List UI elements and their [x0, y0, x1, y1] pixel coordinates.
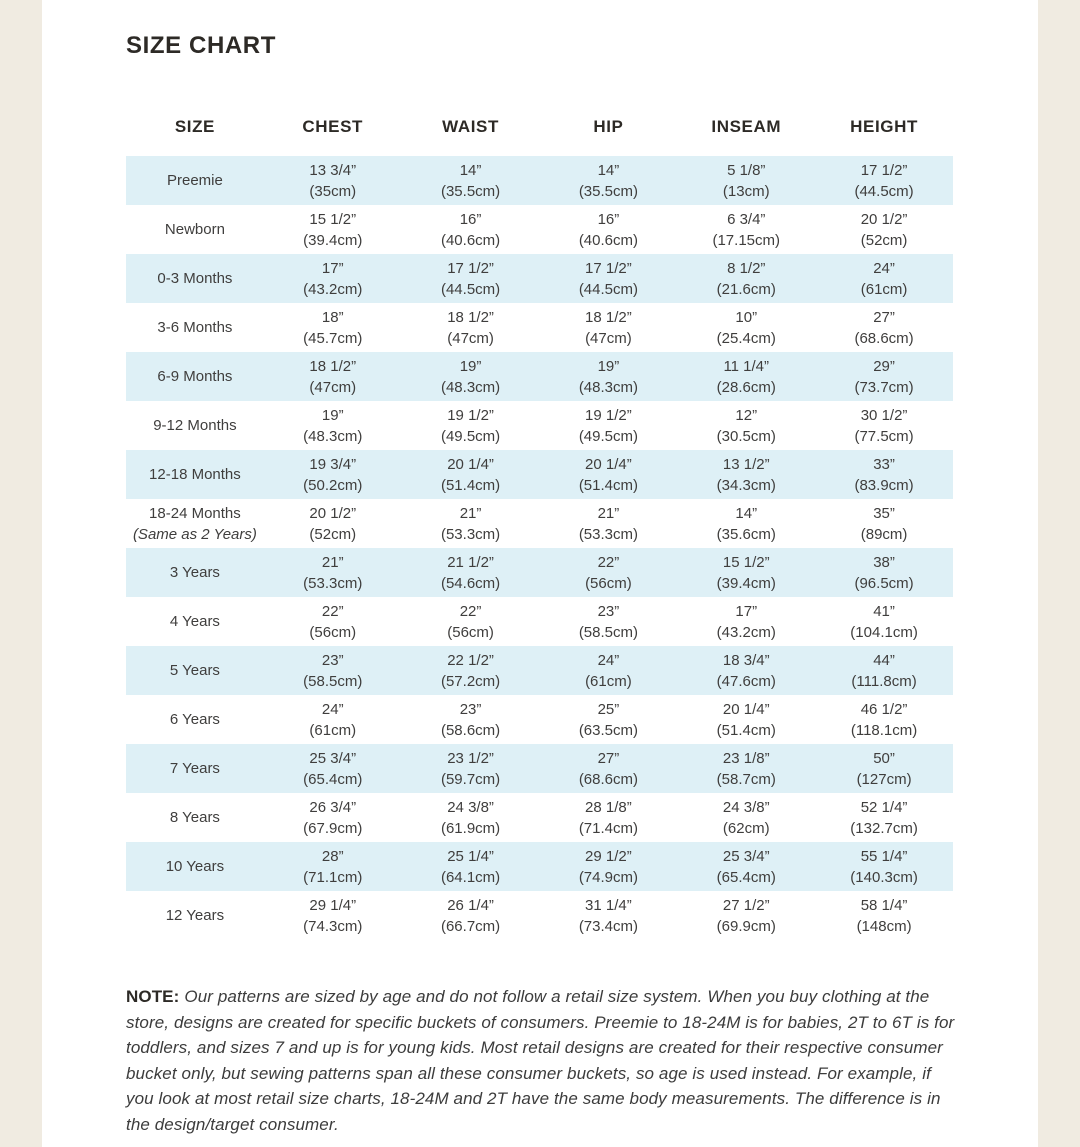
value-inches: 10”	[735, 308, 758, 326]
value-inches: 18”	[321, 308, 344, 326]
measurement-chest	[264, 206, 402, 254]
measurement-height	[815, 206, 953, 254]
value-inches: 20 1/4”	[585, 455, 632, 473]
measurement-height	[815, 843, 953, 891]
value-cm: (39.4cm)	[303, 231, 363, 249]
value-cm: (53.3cm)	[578, 525, 638, 543]
value-cm: (58.7cm)	[716, 770, 776, 788]
value-inches: 52 1/4”	[860, 798, 908, 816]
measurement-hip	[539, 598, 677, 646]
value-cm: (140.3cm)	[850, 868, 918, 886]
value-cm: (73.7cm)	[854, 378, 914, 396]
value-cm: (45.7cm)	[303, 329, 363, 347]
value-inches: 17 1/2”	[585, 259, 632, 277]
measurement-waist	[402, 402, 540, 450]
value-inches: 30 1/2”	[860, 406, 908, 424]
value-inches: 25 1/4”	[447, 847, 494, 865]
measurement-inseam	[677, 794, 815, 842]
value-inches: 55 1/4”	[860, 847, 908, 865]
value-inches: 21 1/2”	[447, 553, 494, 571]
value-cm: (47.6cm)	[716, 672, 776, 690]
value-inches: 23”	[597, 602, 620, 620]
table-row	[126, 156, 953, 205]
value-cm: (50.2cm)	[303, 476, 363, 494]
measurement-height	[815, 745, 953, 793]
value-inches: 41”	[873, 602, 895, 620]
value-cm: (51.4cm)	[578, 476, 638, 494]
value-cm: (13cm)	[722, 182, 770, 200]
measurement-height	[815, 794, 953, 842]
note-text: Our patterns are sized by age and do not follow a retail size system. When you buy clothing at the store, designs are created for specific buckets of consumers. Preemie to 18-24M is for babies, 2T to 6T is for toddlers, and sizes 7 and up is for young kids. Most retail designs are created for their respective consumer bucket only, but sewing patterns span all these consumer buckets, so age is used instead. For example, if you look at most retail size charts, 18-24M and 2T have the same body measurements. The difference is in the design/target consumer.	[126, 987, 955, 1134]
value-inches: 18 1/2”	[447, 308, 494, 326]
value-inches: 17 1/2”	[860, 161, 908, 179]
measurement-waist	[402, 451, 540, 499]
value-cm: (25.4cm)	[716, 329, 776, 347]
value-inches: 20 1/2”	[860, 210, 908, 228]
value-inches: 14”	[735, 504, 758, 522]
value-inches: 23”	[459, 700, 482, 718]
value-inches: 21”	[597, 504, 620, 522]
table-row	[126, 744, 953, 793]
measurement-height	[815, 549, 953, 597]
value-inches: 27 1/2”	[722, 896, 770, 914]
value-inches: 28 1/8”	[585, 798, 632, 816]
value-inches: 19 3/4”	[309, 455, 357, 473]
value-cm: (71.4cm)	[578, 819, 638, 837]
value-inches: 24”	[321, 700, 344, 718]
size-label: 10 Years	[165, 858, 225, 875]
value-cm: (96.5cm)	[854, 574, 914, 592]
value-cm: (104.1cm)	[850, 623, 918, 641]
measurement-waist	[402, 598, 540, 646]
value-inches: 33”	[873, 455, 895, 473]
value-cm: (148cm)	[856, 917, 912, 935]
value-cm: (35.6cm)	[716, 525, 776, 543]
measurement-hip	[539, 696, 677, 744]
measurement-waist	[402, 500, 540, 548]
measurement-waist	[402, 745, 540, 793]
table-row	[126, 303, 953, 352]
value-cm: (43.2cm)	[716, 623, 776, 641]
value-cm: (56cm)	[447, 623, 494, 641]
measurement-chest	[264, 745, 402, 793]
value-inches: 19”	[597, 357, 620, 375]
measurement-inseam	[677, 892, 815, 940]
measurement-hip	[539, 647, 677, 695]
table-row	[126, 499, 953, 548]
value-cm: (64.1cm)	[440, 868, 501, 886]
measurement-chest	[264, 647, 402, 695]
value-inches: 27”	[873, 308, 895, 326]
value-inches: 17”	[321, 259, 344, 277]
column-header-size: SIZE	[174, 117, 215, 136]
value-inches: 25 3/4”	[722, 847, 770, 865]
value-cm: (69.9cm)	[716, 917, 776, 935]
column-header-hip: HIP	[593, 117, 624, 136]
value-inches: 17”	[735, 602, 758, 620]
value-cm: (73.4cm)	[578, 917, 638, 935]
value-cm: (67.9cm)	[303, 819, 363, 837]
size-table-body	[126, 156, 953, 940]
value-inches: 22”	[321, 602, 344, 620]
value-cm: (57.2cm)	[440, 672, 501, 690]
measurement-inseam	[677, 353, 815, 401]
value-inches: 15 1/2”	[309, 210, 357, 228]
table-row	[126, 352, 953, 401]
measurement-inseam	[677, 647, 815, 695]
value-cm: (66.7cm)	[440, 917, 501, 935]
size-label: 18-24 Months (Same as 2 Years)	[126, 500, 264, 548]
value-cm: (68.6cm)	[578, 770, 638, 788]
value-inches: 14”	[459, 161, 482, 179]
size-label: 6-9 Months	[157, 368, 233, 385]
value-cm: (48.3cm)	[578, 378, 638, 396]
value-cm: (89cm)	[860, 525, 908, 543]
size-label: 7 Years	[169, 760, 220, 777]
value-cm: (43.2cm)	[303, 280, 363, 298]
size-label: 3 Years	[169, 564, 220, 581]
table-row	[126, 450, 953, 499]
measurement-hip	[539, 255, 677, 303]
value-inches: 18 1/2”	[585, 308, 632, 326]
size-label: Preemie	[166, 172, 223, 189]
measurement-waist	[402, 206, 540, 254]
value-cm: (51.4cm)	[716, 721, 776, 739]
measurement-hip	[539, 157, 677, 205]
value-inches: 38”	[873, 553, 895, 571]
measurement-height	[815, 647, 953, 695]
value-inches: 22 1/2”	[447, 651, 494, 669]
value-cm: (74.9cm)	[578, 868, 638, 886]
value-inches: 15 1/2”	[722, 553, 770, 571]
note-paragraph	[126, 984, 958, 1137]
value-cm: (47cm)	[585, 329, 632, 347]
value-inches: 14”	[597, 161, 620, 179]
value-inches: 13 3/4”	[309, 161, 357, 179]
table-row	[126, 205, 953, 254]
value-inches: 24”	[873, 259, 895, 277]
value-cm: (77.5cm)	[854, 427, 914, 445]
measurement-height	[815, 500, 953, 548]
value-cm: (48.3cm)	[440, 378, 501, 396]
value-cm: (34.3cm)	[716, 476, 776, 494]
value-inches: 23 1/8”	[722, 749, 770, 767]
size-label: 5 Years	[169, 662, 220, 679]
value-cm: (56cm)	[309, 623, 357, 641]
value-inches: 20 1/2”	[309, 504, 357, 522]
value-cm: (65.4cm)	[303, 770, 363, 788]
value-inches: 16”	[459, 210, 482, 228]
value-cm: (53.3cm)	[303, 574, 363, 592]
value-inches: 24”	[597, 651, 620, 669]
value-cm: (47cm)	[309, 378, 357, 396]
value-cm: (59.7cm)	[440, 770, 501, 788]
table-row	[126, 891, 953, 940]
measurement-chest	[264, 843, 402, 891]
measurement-chest	[264, 255, 402, 303]
measurement-hip	[539, 794, 677, 842]
value-inches: 31 1/4”	[585, 896, 632, 914]
measurement-waist	[402, 157, 540, 205]
measurement-hip	[539, 402, 677, 450]
value-cm: (17.15cm)	[712, 231, 780, 249]
value-inches: 22”	[459, 602, 482, 620]
value-inches: 8 1/2”	[727, 259, 766, 277]
measurement-chest	[264, 598, 402, 646]
measurement-hip	[539, 451, 677, 499]
measurement-chest	[264, 304, 402, 352]
value-inches: 11 1/4”	[723, 357, 770, 375]
table-row	[126, 254, 953, 303]
size-label: Newborn	[164, 221, 225, 238]
size-sublabel: (Same as 2 Years)	[132, 525, 257, 543]
value-inches: 25 3/4”	[309, 749, 357, 767]
value-inches: 18 1/2”	[309, 357, 357, 375]
value-cm: (127cm)	[856, 770, 912, 788]
measurement-height	[815, 696, 953, 744]
value-cm: (35.5cm)	[440, 182, 501, 200]
value-cm: (74.3cm)	[303, 917, 363, 935]
measurement-chest	[264, 892, 402, 940]
table-row	[126, 842, 953, 891]
measurement-inseam	[677, 500, 815, 548]
measurement-inseam	[677, 451, 815, 499]
measurement-hip	[539, 304, 677, 352]
table-row	[126, 597, 953, 646]
value-cm: (58.5cm)	[578, 623, 638, 641]
table-row	[126, 401, 953, 450]
value-cm: (52cm)	[309, 525, 357, 543]
value-cm: (35.5cm)	[578, 182, 638, 200]
measurement-hip	[539, 843, 677, 891]
size-label: 12 Years	[165, 907, 225, 924]
value-inches: 6 3/4”	[727, 210, 766, 228]
value-cm: (68.6cm)	[854, 329, 914, 347]
value-cm: (71.1cm)	[303, 868, 363, 886]
table-row	[126, 548, 953, 597]
measurement-inseam	[677, 304, 815, 352]
size-label: 9-12 Months	[153, 417, 237, 434]
value-cm: (63.5cm)	[578, 721, 638, 739]
value-inches: 44”	[873, 651, 895, 669]
value-cm: (54.6cm)	[440, 574, 501, 592]
value-cm: (62cm)	[722, 819, 770, 837]
value-inches: 26 3/4”	[309, 798, 357, 816]
measurement-hip	[539, 206, 677, 254]
note-label: NOTE:	[126, 987, 180, 1006]
value-inches: 50”	[873, 749, 895, 767]
value-cm: (39.4cm)	[716, 574, 776, 592]
table-row	[126, 695, 953, 744]
value-inches: 19 1/2”	[447, 406, 494, 424]
measurement-chest	[264, 696, 402, 744]
value-inches: 23 1/2”	[447, 749, 494, 767]
value-inches: 19”	[321, 406, 344, 424]
value-cm: (61.9cm)	[440, 819, 501, 837]
page-card	[42, 0, 1038, 1147]
size-label: 0-3 Months	[157, 270, 233, 287]
value-cm: (118.1cm)	[850, 721, 918, 739]
value-cm: (40.6cm)	[440, 231, 501, 249]
size-label: 3-6 Months	[157, 319, 233, 336]
measurement-waist	[402, 255, 540, 303]
value-inches: 29”	[873, 357, 895, 375]
table-row	[126, 646, 953, 695]
measurement-waist	[402, 892, 540, 940]
value-inches: 18 3/4”	[722, 651, 770, 669]
measurement-height	[815, 353, 953, 401]
measurement-inseam	[677, 402, 815, 450]
value-cm: (111.8cm)	[851, 672, 917, 690]
value-inches: 5 1/8”	[727, 161, 766, 179]
measurement-waist	[402, 843, 540, 891]
measurement-inseam	[677, 255, 815, 303]
value-cm: (61cm)	[309, 721, 357, 739]
measurement-height	[815, 304, 953, 352]
measurement-waist	[402, 696, 540, 744]
measurement-height	[815, 402, 953, 450]
measurement-chest	[264, 353, 402, 401]
value-inches: 24 3/8”	[447, 798, 494, 816]
column-header-waist: WAIST	[442, 117, 499, 136]
value-cm: (21.6cm)	[716, 280, 776, 298]
value-cm: (30.5cm)	[716, 427, 776, 445]
value-cm: (51.4cm)	[440, 476, 501, 494]
measurement-inseam	[677, 157, 815, 205]
value-inches: 22”	[597, 553, 620, 571]
value-inches: 46 1/2”	[860, 700, 908, 718]
value-cm: (83.9cm)	[854, 476, 914, 494]
value-cm: (47cm)	[447, 329, 494, 347]
value-inches: 29 1/2”	[585, 847, 632, 865]
value-inches: 35”	[873, 504, 895, 522]
measurement-height	[815, 892, 953, 940]
value-cm: (52cm)	[860, 231, 908, 249]
table-row	[126, 793, 953, 842]
measurement-hip	[539, 549, 677, 597]
value-cm: (132.7cm)	[850, 819, 918, 837]
value-cm: (49.5cm)	[578, 427, 638, 445]
measurement-inseam	[677, 843, 815, 891]
value-inches: 12”	[735, 406, 758, 424]
value-inches: 26 1/4”	[447, 896, 494, 914]
measurement-height	[815, 255, 953, 303]
value-cm: (28.6cm)	[716, 378, 776, 396]
measurement-hip	[539, 745, 677, 793]
value-cm: (58.6cm)	[440, 721, 501, 739]
measurement-chest	[264, 157, 402, 205]
value-cm: (44.5cm)	[854, 182, 914, 200]
measurement-waist	[402, 353, 540, 401]
measurement-chest	[264, 451, 402, 499]
value-inches: 23”	[321, 651, 344, 669]
measurement-height	[815, 451, 953, 499]
size-label: 4 Years	[169, 613, 220, 630]
value-inches: 13 1/2”	[722, 455, 770, 473]
measurement-chest	[264, 500, 402, 548]
value-inches: 29 1/4”	[309, 896, 357, 914]
value-inches: 58 1/4”	[860, 896, 908, 914]
column-header-height: HEIGHT	[850, 117, 918, 136]
value-cm: (40.6cm)	[578, 231, 638, 249]
value-inches: 25”	[597, 700, 620, 718]
value-inches: 27”	[597, 749, 620, 767]
measurement-height	[815, 598, 953, 646]
measurement-inseam	[677, 549, 815, 597]
measurement-chest	[264, 402, 402, 450]
size-label: 6 Years	[169, 711, 220, 728]
value-inches: 17 1/2”	[447, 259, 494, 277]
value-cm: (56cm)	[585, 574, 632, 592]
column-header-inseam: INSEAM	[711, 117, 782, 136]
measurement-inseam	[677, 598, 815, 646]
measurement-waist	[402, 647, 540, 695]
value-inches: 19”	[459, 357, 482, 375]
value-cm: (58.5cm)	[303, 672, 363, 690]
value-inches: 20 1/4”	[722, 700, 770, 718]
value-inches: 19 1/2”	[585, 406, 632, 424]
size-label: 8 Years	[169, 809, 220, 826]
measurement-waist	[402, 549, 540, 597]
value-cm: (61cm)	[860, 280, 908, 298]
measurement-hip	[539, 500, 677, 548]
value-cm: (35cm)	[309, 182, 357, 200]
value-inches: 24 3/8”	[722, 798, 770, 816]
measurement-inseam	[677, 745, 815, 793]
measurement-inseam	[677, 696, 815, 744]
measurement-hip	[539, 353, 677, 401]
value-cm: (61cm)	[585, 672, 632, 690]
value-cm: (48.3cm)	[303, 427, 363, 445]
value-inches: 20 1/4”	[447, 455, 494, 473]
page-title: SIZE CHART	[126, 32, 276, 59]
measurement-chest	[264, 794, 402, 842]
column-header-chest: CHEST	[302, 117, 364, 136]
value-inches: 16”	[597, 210, 620, 228]
value-cm: (65.4cm)	[716, 868, 776, 886]
value-inches: 21”	[321, 553, 344, 571]
measurement-height	[815, 157, 953, 205]
measurement-hip	[539, 892, 677, 940]
value-inches: 28”	[321, 847, 344, 865]
value-cm: (44.5cm)	[440, 280, 501, 298]
measurement-waist	[402, 304, 540, 352]
value-cm: (53.3cm)	[440, 525, 501, 543]
measurement-inseam	[677, 206, 815, 254]
value-inches: 21”	[459, 504, 482, 522]
size-chart-table	[126, 114, 953, 940]
measurement-waist	[402, 794, 540, 842]
value-cm: (49.5cm)	[440, 427, 501, 445]
value-cm: (44.5cm)	[578, 280, 638, 298]
measurement-chest	[264, 549, 402, 597]
size-label: 12-18 Months	[149, 466, 241, 483]
table-header-row	[126, 114, 953, 140]
